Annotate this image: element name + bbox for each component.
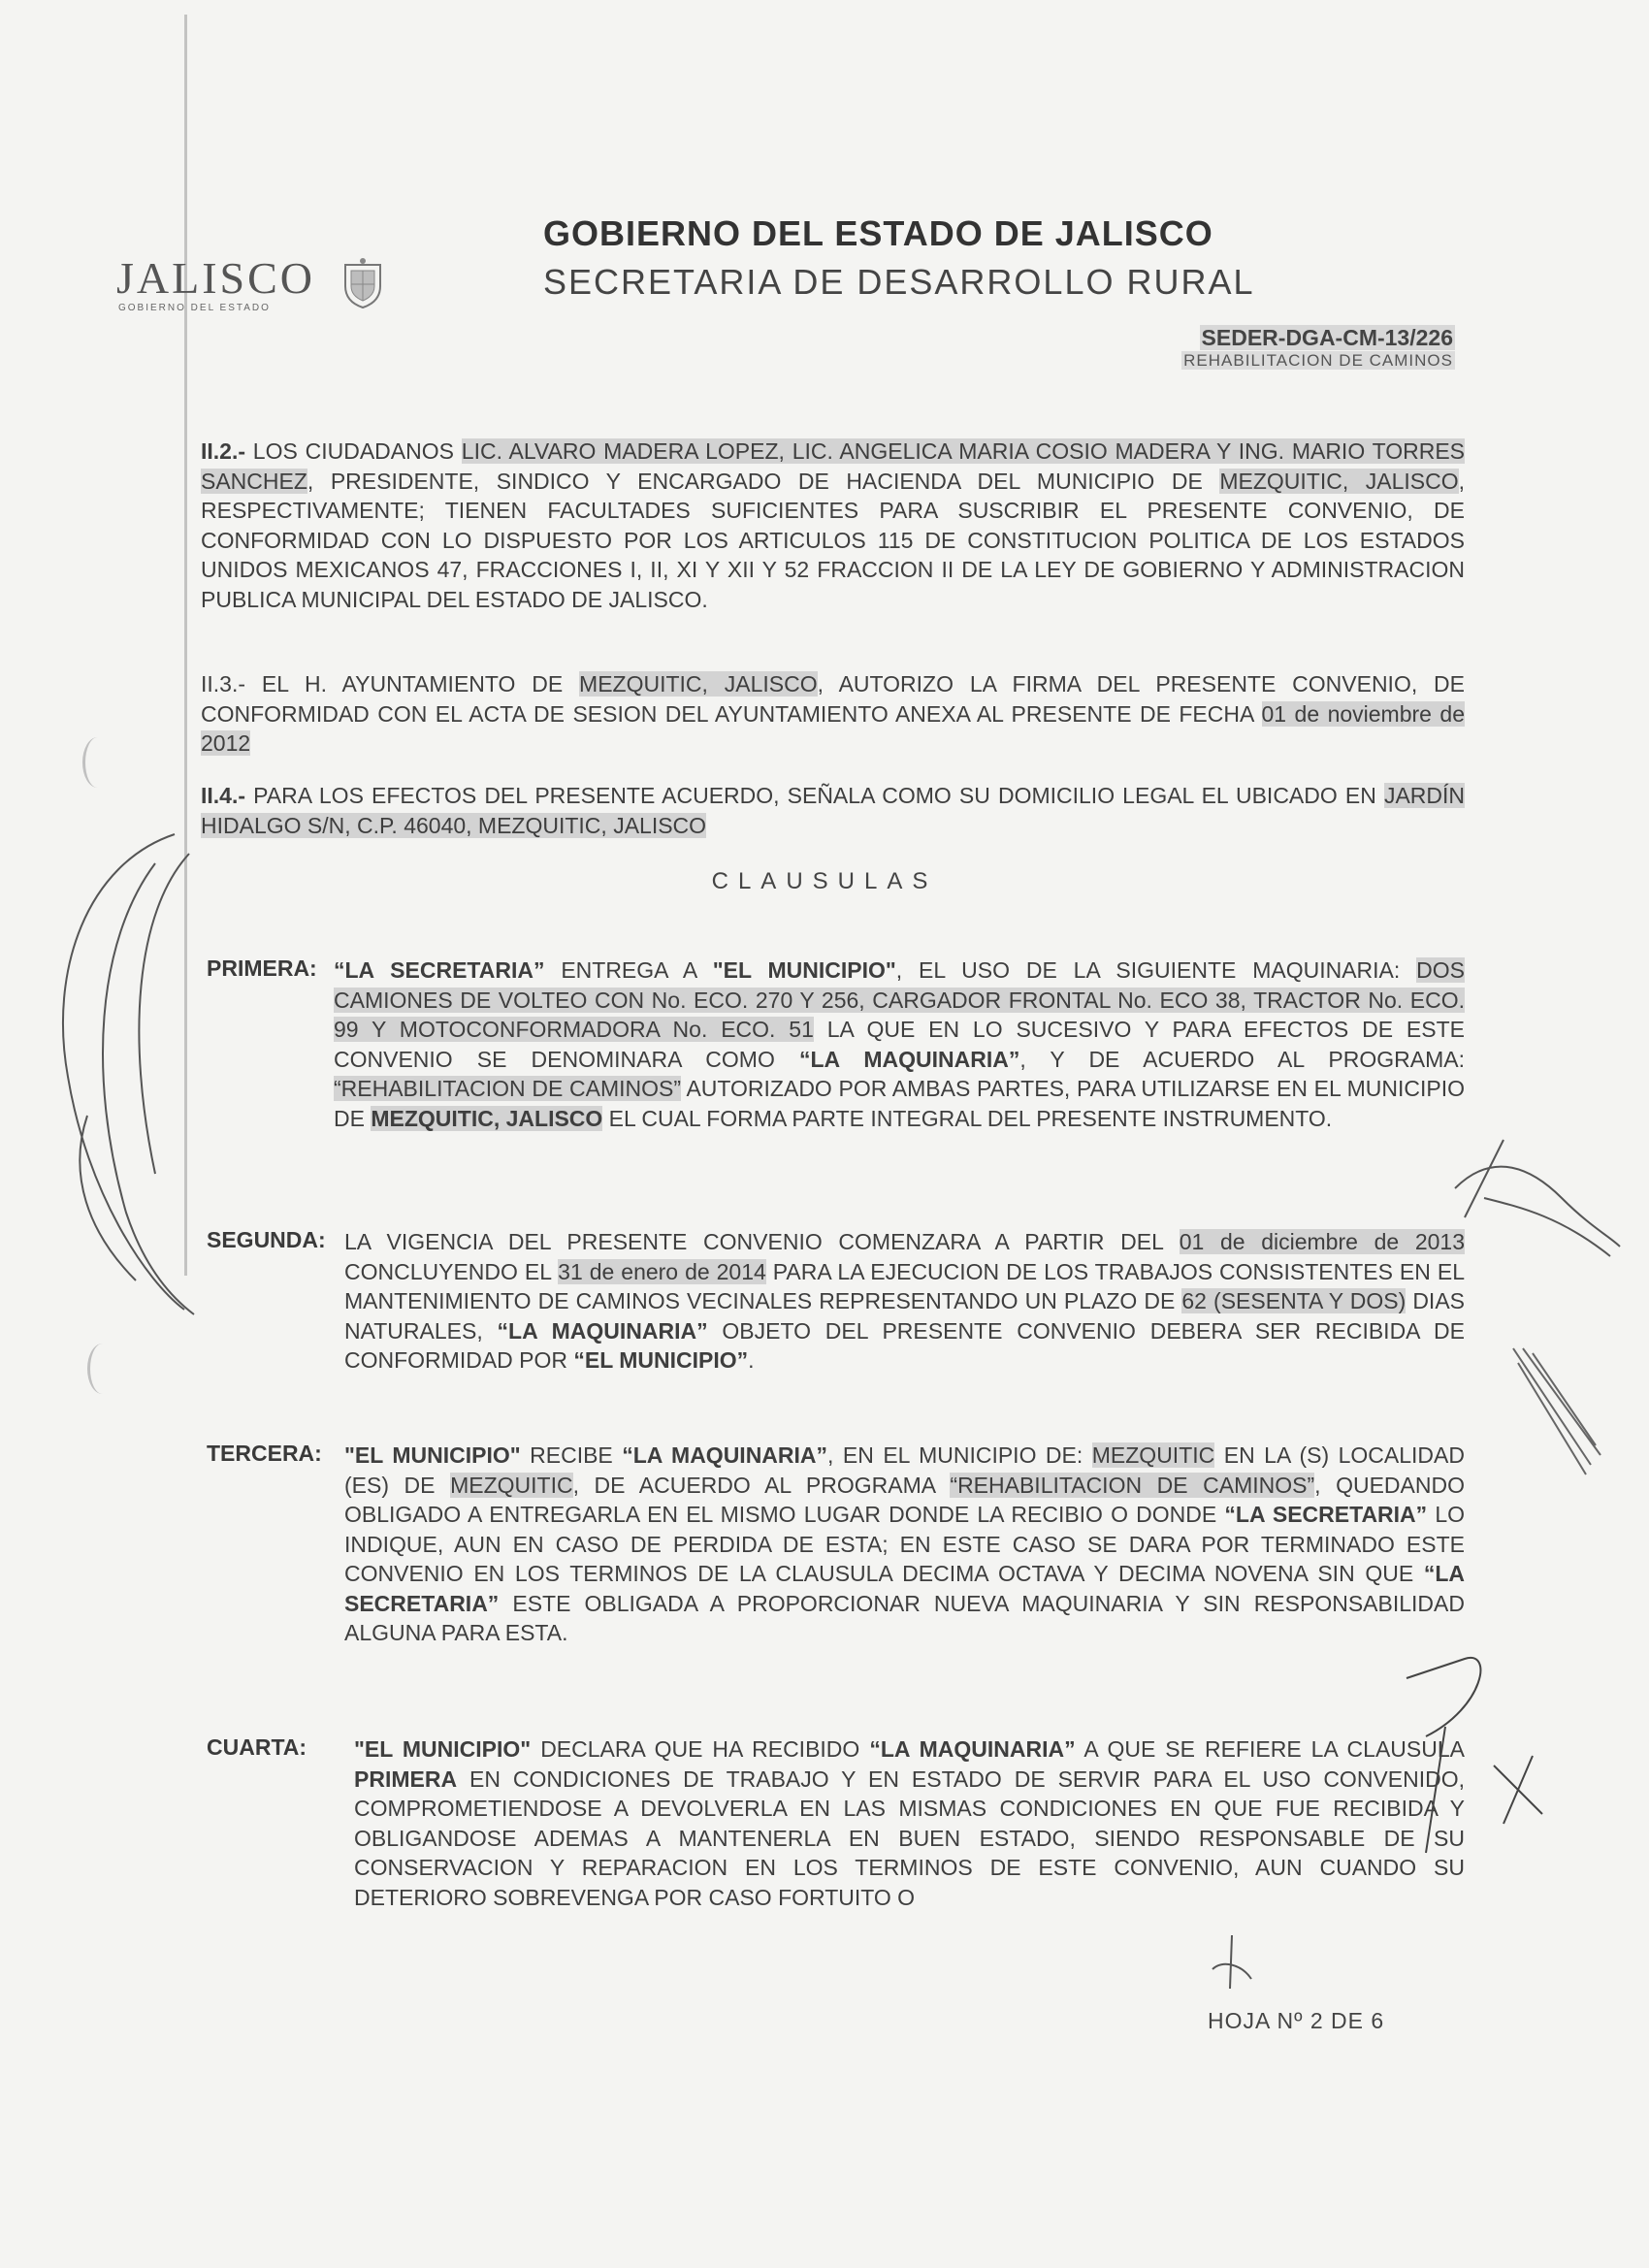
logo-name: JALISCO [116, 253, 316, 303]
clause-label: TERCERA: [207, 1441, 322, 1466]
secretariat-title: SECRETARIA DE DESARROLLO RURAL [543, 262, 1255, 302]
document-header [543, 213, 1255, 303]
text: LA QUE EN LO SUCESIVO Y PARA EFECTOS DE ESTE CONVENIO SE DENOMINARA COMO [334, 1017, 1465, 1072]
party-name: “LA MAQUINARIA” [869, 1736, 1076, 1762]
municipality-name: MEZQUITIC [1091, 1442, 1215, 1468]
clause-body [344, 1227, 1465, 1376]
clause-label: CUARTA: [207, 1734, 307, 1760]
party-name: "EL MUNICIPIO" [344, 1442, 521, 1468]
party-name: “LA SECRETARIA” [1224, 1502, 1428, 1527]
officials-names: LIC. ALVARO MADERA LOPEZ, LIC. ANGELICA MARIA COSIO MADERA Y ING. MARIO TORRES SANCHEZ [201, 438, 1466, 494]
party-name: “EL MUNICIPIO” [573, 1347, 749, 1373]
text: , EN EL MUNICIPIO DE: [827, 1442, 1092, 1468]
paragraph-number: II.3.- [201, 671, 246, 697]
text: , PRESIDENTE, SINDICO Y ENCARGADO DE HACIENDA DEL MUNICIPIO DE [307, 468, 1220, 494]
municipality-name: MEZQUITIC, JALISCO [371, 1105, 603, 1131]
text: LA VIGENCIA DEL PRESENTE CONVENIO COMENZARA A PARTIR DEL [344, 1229, 1180, 1254]
clause-body [354, 1734, 1465, 1912]
text: EN CONDICIONES DE TRABAJO Y EN ESTADO DE SERVIR PARA EL USO CONVENIDO, COMPROMETIENDOSE A DEVOLVERLA EN LAS MISMAS CONDICIONES EN QUE FUE RECIBIDA Y OBLIGANDOSE ADEMAS A MANTENERLA EN BUEN ESTADO, SIENDO RESPONSABLE DE SU CONSERVACION Y REPARACION EN LOS TERMINOS DE ESTE CONVENIO, AUN CUANDO SU DETERIORO SOBREVENGA POR CASO FORTUITO O [354, 1766, 1465, 1910]
municipality-name: MEZQUITIC, JALISCO [579, 671, 818, 697]
text: LO INDIQUE, AUN EN CASO DE PERDIDA DE ESTA; EN ESTE CASO SE DARA POR TERMINADO ESTE CONVENIO EN LOS TERMINOS DE LA CLAUSULA DECIMA OCTAVA Y DECIMA NOVENA SIN QUE [344, 1502, 1466, 1586]
handwritten-signature-left [29, 825, 213, 1329]
text: ESTE OBLIGADA A PROPORCIONAR NUEVA MAQUINARIA Y SIN RESPONSABILIDAD ALGUNA PARA ESTA. [344, 1590, 1465, 1645]
clause-body [334, 956, 1465, 1133]
paragraph-ii-4 [201, 781, 1465, 840]
party-name: “LA MAQUINARIA” [798, 1046, 1020, 1072]
text: EL CUAL FORMA PARTE INTEGRAL DEL PRESENTE INSTRUMENTO. [602, 1105, 1333, 1131]
clause-reference: PRIMERA [354, 1766, 458, 1792]
clause-body [344, 1441, 1465, 1648]
paragraph-ii-3 [201, 669, 1465, 759]
text: PARA LOS EFECTOS DEL PRESENTE ACUERDO, SEÑALA COMO SU DOMICILIO LEGAL EL UBICADO EN [245, 783, 1384, 808]
machinery-list: DOS CAMIONES DE VOLTEO CON No. ECO. 270 Y 256, CARGADOR FRONTAL No. ECO 38, TRACTOR No. ECO. 99 Y MOTOCONFORMADORA No. ECO. 51 [334, 957, 1465, 1042]
reference-block [1181, 325, 1455, 371]
locality-name: MEZQUITIC [450, 1472, 573, 1498]
text: EN LA (S) LOCALIDAD (ES) DE [344, 1442, 1465, 1498]
page-number: HOJA Nº 2 DE 6 [1208, 2008, 1385, 2033]
program-name: “REHABILITACION DE CAMINOS” [950, 1472, 1315, 1498]
term-days: 62 (SESENTA Y DOS) [1181, 1288, 1406, 1313]
text: EL H. AYUNTAMIENTO DE [245, 671, 580, 697]
text: A QUE SE REFIERE LA CLAUSULA [1075, 1736, 1465, 1762]
clausulas-title: CLAUSULAS [711, 868, 938, 894]
paragraph-number: II.4.- [201, 783, 246, 808]
text: ENTREGA A [544, 957, 713, 983]
jalisco-logo [116, 233, 398, 320]
program-name: REHABILITACION DE CAMINOS [1183, 351, 1453, 370]
text: , Y DE ACUERDO AL PROGRAMA: [1019, 1046, 1466, 1072]
party-name: "EL MUNICIPIO" [354, 1736, 532, 1762]
party-name: "EL MUNICIPIO" [712, 957, 896, 983]
party-name: “LA MAQUINARIA” [497, 1317, 708, 1344]
end-date: 31 de enero de 2014 [558, 1258, 766, 1284]
logo-subtitle: GOBIERNO DEL ESTADO [118, 303, 271, 313]
handwritten-initial-footer [1203, 1930, 1261, 1998]
clause-label: PRIMERA: [207, 956, 317, 981]
text: DIAS NATURALES, [344, 1288, 1466, 1344]
government-title: GOBIERNO DEL ESTADO DE JALISCO [543, 213, 1213, 253]
start-date: 01 de diciembre de 2013 [1179, 1229, 1465, 1254]
party-name: “LA MAQUINARIA” [622, 1442, 828, 1468]
text: , RESPECTIVAMENTE; TIENEN FACULTADES SUFICIENTES PARA SUSCRIBIR EL PRESENTE CONVENIO, DE CONFORMIDAD CON LO DISPUESTO POR LOS ARTICULOS 115 DE CONSTITUCION POLITICA DE LOS ESTADOS UNIDOS MEXICANOS 47, FRACCIONES I, II, XI Y XII Y 52 FRACCION II DE LA LEY DE GOBIERNO Y ADMINISTRACION PUBLICA MUNICIPAL DEL ESTADO DE JALISCO. [201, 468, 1465, 612]
text: DECLARA QUE HA RECIBIDO [531, 1736, 870, 1762]
text: PARA LA EJECUCION DE LOS TRABAJOS CONSISTENTES EN EL MANTENIMIENTO DE CAMINOS VECINALES REPRESENTANDO UN PLAZO DE [344, 1258, 1465, 1313]
text: , EL USO DE LA SIGUIENTE MAQUINARIA: [895, 957, 1417, 983]
handwritten-signature-right [1387, 1649, 1552, 1872]
party-name: “LA SECRETARIA” [334, 957, 545, 983]
paragraph-ii-2 [201, 437, 1465, 614]
text: , AUTORIZO LA FIRMA DEL PRESENTE CONVENIO, DE CONFORMIDAD CON EL ACTA DE SESION DEL AYUNTAMIENTO ANEXA AL PRESENTE DE FECHA [201, 671, 1466, 727]
program-name: “REHABILITACION DE CAMINOS” [334, 1076, 682, 1101]
clause-label: SEGUNDA: [207, 1227, 326, 1252]
municipality-name: MEZQUITIC, JALISCO [1219, 468, 1459, 494]
text: RECIBE [520, 1442, 623, 1468]
punch-hole-mark [82, 737, 113, 788]
text: , QUEDANDO OBLIGADO A ENTREGARLA EN EL MISMO LUGAR DONDE LA RECIBIO O DONDE [344, 1472, 1465, 1527]
punch-hole-mark [87, 1344, 117, 1394]
handwritten-initials [1445, 1130, 1630, 1266]
legal-address: JARDÍN HIDALGO S/N, C.P. 46040, MEZQUITIC, JALISCO [201, 783, 1465, 838]
paragraph-number: II.2.- [201, 438, 246, 464]
text: CONCLUYENDO EL [344, 1258, 559, 1284]
handwritten-mark [1504, 1339, 1610, 1484]
text: , DE ACUERDO AL PROGRAMA [572, 1472, 951, 1498]
session-date: 01 de noviembre de 2012 [201, 700, 1465, 756]
text: . [748, 1347, 755, 1373]
text: OBJETO DEL PRESENTE CONVENIO DEBERA SER RECIBIDA DE CONFORMIDAD POR [344, 1317, 1466, 1373]
party-name: “LA SECRETARIA” [344, 1561, 1465, 1616]
text: AUTORIZADO POR AMBAS PARTES, PARA UTILIZARSE EN EL MUNICIPIO DE [334, 1076, 1465, 1131]
coat-of-arms-icon [340, 257, 386, 309]
reference-code: SEDER-DGA-CM-13/226 [1201, 325, 1453, 350]
text: LOS CIUDADANOS [245, 438, 462, 464]
